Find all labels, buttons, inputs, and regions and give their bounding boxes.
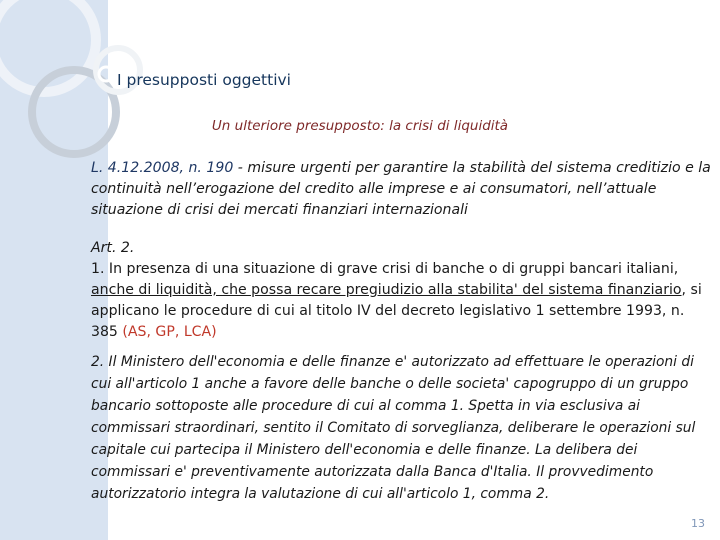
article-paragraph-2: 2. Il Ministero dell'economia e delle finanze e' autorizzato ad effettuare le operazioni di cui all'articolo 1 anche a favore delle banche o delle societa' capogruppo di un gruppo bancario sottoposte alle procedure di cui al comma 1. Spetta in via esclusiva ai commissari straordinari, sentito il Comitato di sorveglianza, deliberare le operazioni sul capitale cui partecipa il Ministero dell'economia e delle finanze. La delibera dei commissari e' preventivamente autorizzata dalla Banca d'Italia. Il provvedimento autorizzatorio integra la valutazione di cui all'articolo 1, comma 2. [91,354,696,502]
page-number: 13 [691,517,705,530]
law-description: - misure urgenti per garantire la stabilità del sistema creditizio e la continuità nell’erogazione del credito alle imprese e ai consumatori, nell’attuale situazione di crisi dei mercati finanziari internazionali [91,160,711,218]
article-paragraph-1 [91,238,711,343]
article-title: Art. 2. [91,240,135,256]
law-paragraph [91,158,711,221]
ring-tiny [99,67,113,81]
article-1-start: 1. In presenza di una situazione di grave crisi di banche o di gruppi bancari italiani, [91,261,679,277]
slide-subtitle: Un ulteriore presupposto: la crisi di liquidità [211,118,509,134]
article-1-end: , si applicano le procedure di cui al titolo IV del decreto legislativo 1 settembre 1993, n. 385 [91,282,702,340]
slide-body [91,158,711,505]
slide-title: I presupposti oggettivi [117,71,291,89]
procedure-highlight: (AS, GP, LCA) [122,324,217,340]
law-reference: L. 4.12.2008, n. 190 [91,160,234,176]
article-1-underlined: anche di liquidità, che possa recare pregiudizio alla stabilita' del sistema finanziario [91,282,682,298]
